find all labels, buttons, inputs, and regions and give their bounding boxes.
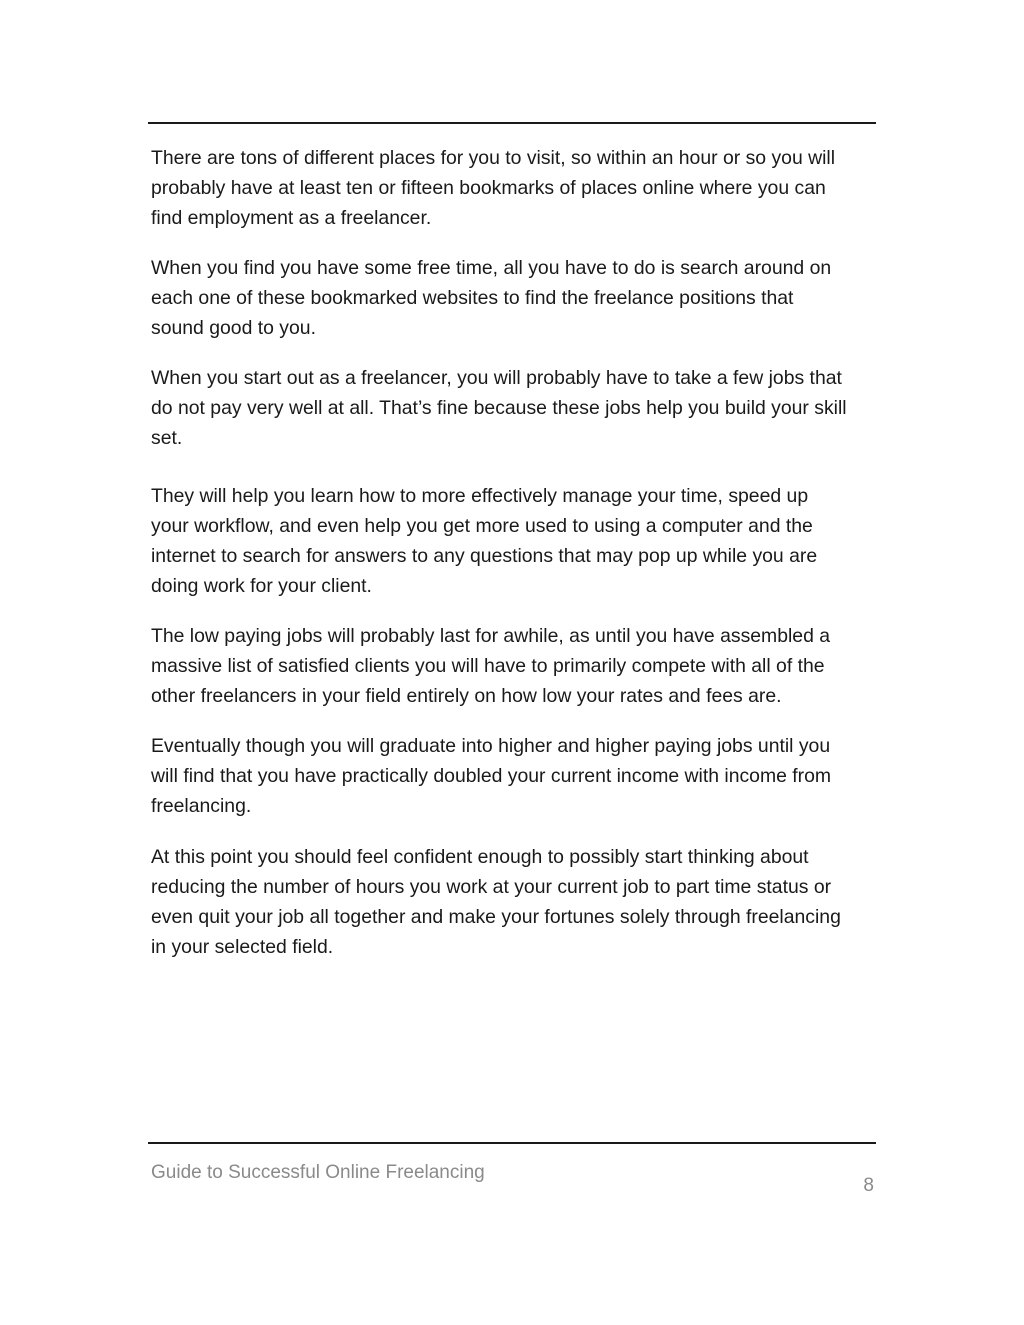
page-number: 8 xyxy=(863,1175,874,1196)
paragraph-2 xyxy=(151,253,869,343)
text-line: freelancing. xyxy=(151,795,252,817)
text-line: in your selected field. xyxy=(151,936,334,958)
header-rule xyxy=(148,122,876,124)
text-line: your workflow, and even help you get more used to using a computer and the xyxy=(151,515,813,537)
text-line: There are tons of different places for you to visit, so within an hour or so you will xyxy=(151,147,836,169)
text-line: sound good to you. xyxy=(151,317,316,339)
text-line: They will help you learn how to more effectively manage your time, speed up xyxy=(151,485,809,507)
text-line: doing work for your client. xyxy=(151,575,372,597)
text-line: other freelancers in your field entirely on how low your rates and fees are. xyxy=(151,685,782,707)
paragraph-5 xyxy=(151,621,869,711)
paragraph-4 xyxy=(151,481,869,601)
text-line: probably have at least ten or fifteen bookmarks of places online where you can xyxy=(151,177,826,199)
text-line: internet to search for answers to any questions that may pop up while you are xyxy=(151,545,818,567)
text-line: reducing the number of hours you work at your current job to part time status or xyxy=(151,876,832,898)
text-line: find employment as a freelancer. xyxy=(151,207,432,229)
paragraph-7 xyxy=(151,842,869,962)
paragraph-6 xyxy=(151,731,869,821)
text-line: each one of these bookmarked websites to find the freelance positions that xyxy=(151,287,794,309)
paragraph-3 xyxy=(151,363,869,453)
text-line: do not pay very well at all. That’s fine because these jobs help you build your skill xyxy=(151,397,847,419)
text-line: When you start out as a freelancer, you will probably have to take a few jobs that xyxy=(151,367,842,389)
text-line: set. xyxy=(151,427,183,449)
text-line: will find that you have practically doubled your current income with income from xyxy=(151,765,832,787)
text-line: The low paying jobs will probably last for awhile, as until you have assembled a xyxy=(151,625,831,647)
text-line: even quit your job all together and make your fortunes solely through freelancing xyxy=(151,906,841,928)
footer-rule xyxy=(148,1142,876,1144)
footer-title: Guide to Successful Online Freelancing xyxy=(151,1162,485,1183)
paragraph-1 xyxy=(151,143,869,233)
text-line: When you find you have some free time, all you have to do is search around on xyxy=(151,257,832,279)
text-line: Eventually though you will graduate into higher and higher paying jobs until you xyxy=(151,735,831,757)
text-line: massive list of satisfied clients you will have to primarily compete with all of the xyxy=(151,655,825,677)
text-line: At this point you should feel confident enough to possibly start thinking about xyxy=(151,846,809,868)
